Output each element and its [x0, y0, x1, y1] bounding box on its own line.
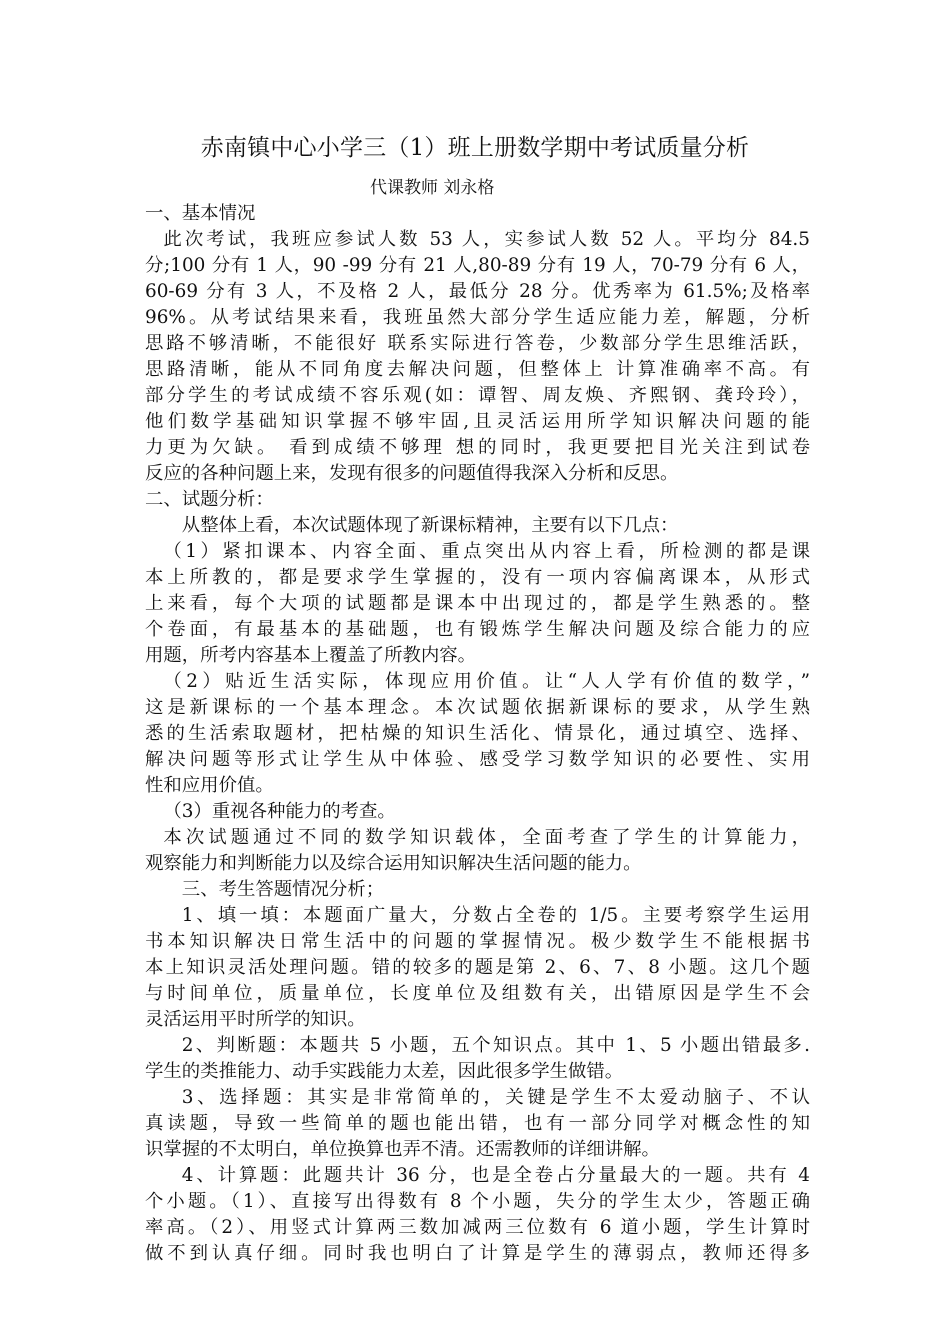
section-heading-answers: 三、考生答题情况分析；: [181, 879, 385, 900]
paragraph-line: 这是新课标的一个基本理念。本次试题依据新课标的要求，从学生熟: [145, 697, 810, 718]
paragraph-line: 60-69 分有 3 人，不及格 2 人，最低分 28 分。优秀率为 61.5%;及格率: [145, 281, 810, 302]
section-heading-analysis: 二、试题分析：: [145, 489, 274, 510]
paragraph-line: 书本知识解决日常生活中的问题的掌握情况。极少数学生不能根据书: [145, 931, 810, 952]
paragraph-line: 他们数学基础知识掌握不够牢固,且灵活运用所学知识解决问题的能: [145, 411, 810, 432]
paragraph-line: 此次考试，我班应参试人数 53 人，实参试人数 52 人。平均分 84.5: [163, 229, 810, 250]
paragraph-line: 部分学生的考试成绩不容乐观(如：谭智、周友焕、齐熙钢、龚玲玲），: [145, 385, 810, 406]
paragraph-line: 灵活运用平时所学的知识。: [145, 1009, 366, 1030]
paragraph-line: 个卷面，有最基本的基础题，也有锻炼学生解决问题及综合能力的应: [145, 619, 810, 640]
document-author: 代课教师 刘永格: [370, 178, 495, 198]
paragraph-line: 2、判断题：本题共 5 小题，五个知识点。其中 1、5 小题出错最多.: [181, 1035, 810, 1056]
paragraph-line: 分;100 分有 1 人，90 -99 分有 21 人,80-89 分有 19 人，70-79 分有 6 人，: [145, 255, 810, 276]
paragraph-line: 悉的生活索取题材，把枯燥的知识生活化、情景化，通过填空、选择、: [145, 723, 810, 744]
paragraph-line: 力更为欠缺。 看到成绩不够理 想的同时，我更要把目光关注到试卷: [145, 437, 810, 458]
document-title: 赤南镇中心小学三（1）班上册数学期中考试质量分析: [200, 135, 750, 161]
paragraph-line: 1、填一填：本题面广量大，分数占全卷的 1/5。主要考察学生运用: [181, 905, 810, 926]
paragraph-line: 真读题，导致一些简单的题也能出错，也有一部分同学对概念性的知: [145, 1113, 810, 1134]
paragraph-line: 观察能力和判断能力以及综合运用知识解决生活问题的能力。: [145, 853, 642, 874]
paragraph-line: 学生的类推能力、动手实践能力太差，因此很多学生做错。: [145, 1061, 624, 1082]
paragraph-line: 个小题。（1）、直接写出得数有 8 个小题，失分的学生太少，答题正确: [145, 1191, 810, 1212]
paragraph-line: 96%。从考试结果来看，我班虽然大部分学生适应能力差，解题，分析: [145, 307, 810, 328]
paragraph-line: 从整体上看，本次试题体现了新课标精神，主要有以下几点：: [181, 515, 679, 536]
section-heading-basic: 一、基本情况: [145, 203, 256, 224]
paragraph-line: （3）重视各种能力的考查。: [163, 801, 396, 822]
paragraph-line: 思路不够清晰，不能很好 联系实际进行答卷，少数部分学生思维活跃，: [145, 333, 810, 354]
paragraph-line: （2）贴近生活实际，体现应用价值。让“人人学有价值的数学，”: [163, 671, 810, 692]
paragraph-line: 用题，所考内容基本上覆盖了所教内容。: [145, 645, 477, 666]
paragraph-line: 反应的各种问题上来，发现有很多的问题值得我深入分析和反思。: [145, 463, 679, 484]
paragraph-line: 解决问题等形式让学生从中体验、感受学习数学知识的必要性、实用: [145, 749, 810, 770]
paragraph-line: 本上所教的，都是要求学生掌握的，没有一项内容偏离课本，从形式: [145, 567, 810, 588]
paragraph-line: 与时间单位，质量单位，长度单位及组数有关，出错原因是学生不会: [145, 983, 810, 1004]
paragraph-line: （1）紧扣课本、内容全面、重点突出从内容上看，所检测的都是课: [163, 541, 810, 562]
paragraph-line: 本上知识灵活处理问题。错的较多的题是第 2、6、7、8 小题。这几个题: [145, 957, 810, 978]
paragraph-line: 本次试题通过不同的数学知识载体，全面考查了学生的计算能力，: [163, 827, 810, 848]
paragraph-line: 识掌握的不太明白，单位换算也弄不清。还需教师的详细讲解。: [145, 1139, 660, 1160]
paragraph-line: 4、计算题：此题共计 36 分，也是全卷占分量最大的一题。共有 4: [181, 1165, 810, 1186]
paragraph-line: 做不到认真仔细。同时我也明白了计算是学生的薄弱点，教师还得多: [145, 1243, 810, 1264]
paragraph-line: 3、选择题：其实是非常简单的，关键是学生不太爱动脑子、不认: [181, 1087, 810, 1108]
paragraph-line: 率高。（2）、用竖式计算两三数加减两三位数有 6 道小题，学生计算时: [145, 1217, 810, 1238]
paragraph-line: 性和应用价值。: [145, 775, 274, 796]
paragraph-line: 思路清晰，能从不同角度去解决问题，但整体上 计算准确率不高。有: [145, 359, 810, 380]
paragraph-line: 上来看，每个大项的试题都是课本中出现过的，都是学生熟悉的。整: [145, 593, 810, 614]
